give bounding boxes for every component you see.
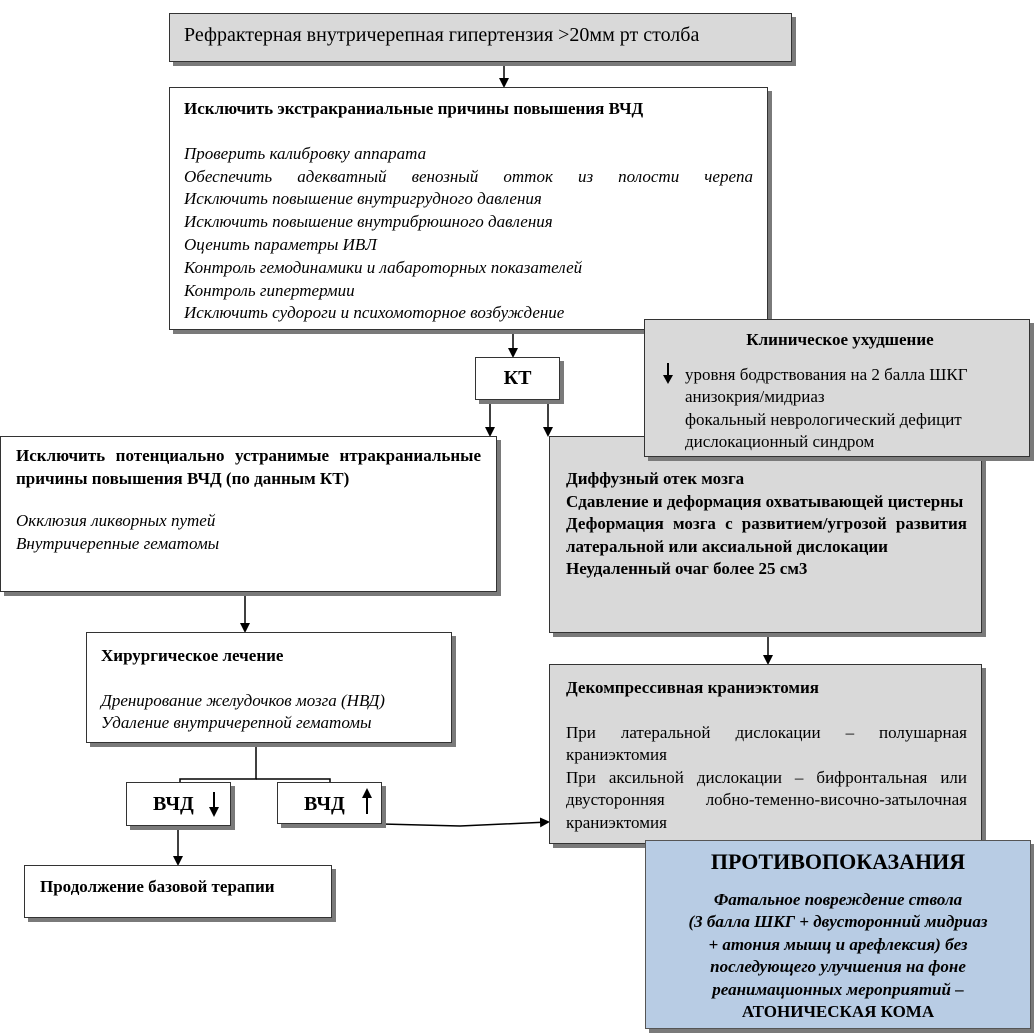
- decompressive-item: При латеральной дислокации – полушарная краниэктомия: [566, 722, 967, 765]
- refractory-icp-box: [169, 13, 792, 62]
- clinical-item: дислокационный синдром: [685, 432, 875, 451]
- contraindication-line: Фатальное повреждение ствола: [713, 890, 963, 909]
- contraindication-line: + атония мышц и арефлексия) без: [708, 934, 968, 954]
- refractory-icp-text: Рефрактерная внутричерепная гипертензия >20мм рт столба: [184, 24, 700, 46]
- contraindication-line: реанимационных мероприятий –: [712, 979, 964, 999]
- clinical-title: Клиническое ухудшение: [746, 330, 934, 349]
- decompressive-title: Декомпрессивная краниэктомия: [566, 678, 819, 697]
- continue-therapy-text: Продолжение базовой терапии: [40, 877, 275, 896]
- clinical-deterioration-box: [644, 319, 1030, 457]
- contraindication-footer: АТОНИЧЕСКАЯ КОМА: [741, 1002, 935, 1022]
- icp-up-label: ВЧД: [304, 793, 345, 815]
- extracranial-title: Исключить экстракраниальные причины повышения ВЧД: [184, 99, 644, 118]
- up-arrow-icon: [360, 787, 374, 815]
- ct-label: КТ: [503, 367, 532, 389]
- ct-finding: Неудаленный очаг более 25 см3: [566, 559, 808, 579]
- down-arrow-icon: [207, 791, 221, 819]
- down-arrow-icon: [661, 362, 675, 386]
- icp-down-label: ВЧД: [153, 793, 194, 815]
- ct-finding: Деформация мозга с развитием/угрозой развития латеральной или аксиальной дислокации: [566, 514, 967, 556]
- surgical-title: Хирургическое лечение: [101, 646, 284, 665]
- continue-therapy-box: [24, 865, 332, 918]
- clinical-item: уровня бодрствования на 2 балла ШКГ: [685, 364, 968, 384]
- extracranial-item: Оценить параметры ИВЛ: [184, 234, 377, 254]
- contraindication-line: (3 балла ШКГ + двусторонний мидриаз: [688, 912, 988, 932]
- ct-finding: Сдавление и деформация охватывающей цистерны: [566, 491, 964, 511]
- intracranial-item: Внутричерепные гематомы: [16, 533, 220, 553]
- contraindications-box: [645, 840, 1031, 1029]
- clinical-item: анизокрия/мидриаз: [685, 387, 825, 406]
- ct-box: [475, 357, 560, 400]
- decompressive-craniectomy-box: [549, 664, 982, 844]
- connector-surgical-to-icp: [180, 743, 256, 782]
- extracranial-causes-box: [169, 87, 768, 330]
- intracranial-title: Исключить потенциально устранимые нтракраниальные причины повышения ВЧД (по данным КТ): [16, 446, 481, 488]
- contraindication-line: последующего улучшения на фоне: [710, 957, 966, 977]
- extracranial-item: Проверить калибровку аппарата: [184, 143, 427, 163]
- extracranial-item: Контроль гемодинамики и лабароторных показателей: [184, 257, 583, 277]
- extracranial-item: Контроль гипертермии: [184, 280, 355, 300]
- surgical-treatment-box: [86, 632, 452, 743]
- extracranial-item: Исключить судороги и психомоторное возбуждение: [184, 303, 565, 323]
- ct-findings-box: [549, 436, 982, 633]
- intracranial-causes-box: [0, 436, 497, 592]
- icp-decreased-box: [126, 782, 231, 826]
- surgical-item: Удаление внутричерепной гематомы: [101, 713, 372, 732]
- clinical-item: фокальный неврологический дефицит: [685, 409, 962, 429]
- extracranial-item: Исключить повышение внутрибрюшного давления: [184, 212, 553, 232]
- icp-increased-box: [277, 782, 382, 824]
- decompressive-item: При аксильной дислокации – бифронтальная или двусторонняя лобно-теменно-височно-затылочная краниэктомия: [566, 767, 967, 832]
- arrow-icp-up-to-decompressive: [382, 822, 548, 826]
- contraindications-title: ПРОТИВОПОКАЗАНИЯ: [710, 849, 966, 874]
- surgical-item: Дренирование желудочков мозга (НВД): [101, 690, 385, 710]
- ct-finding: Диффузный отек мозга: [566, 469, 745, 488]
- extracranial-item: Исключить повышение внутригрудного давления: [184, 189, 542, 209]
- extracranial-item: Обеспечить адекватный венозный отток из полости черепа: [184, 166, 753, 186]
- intracranial-item: Окклюзия ликворных путей: [16, 511, 216, 530]
